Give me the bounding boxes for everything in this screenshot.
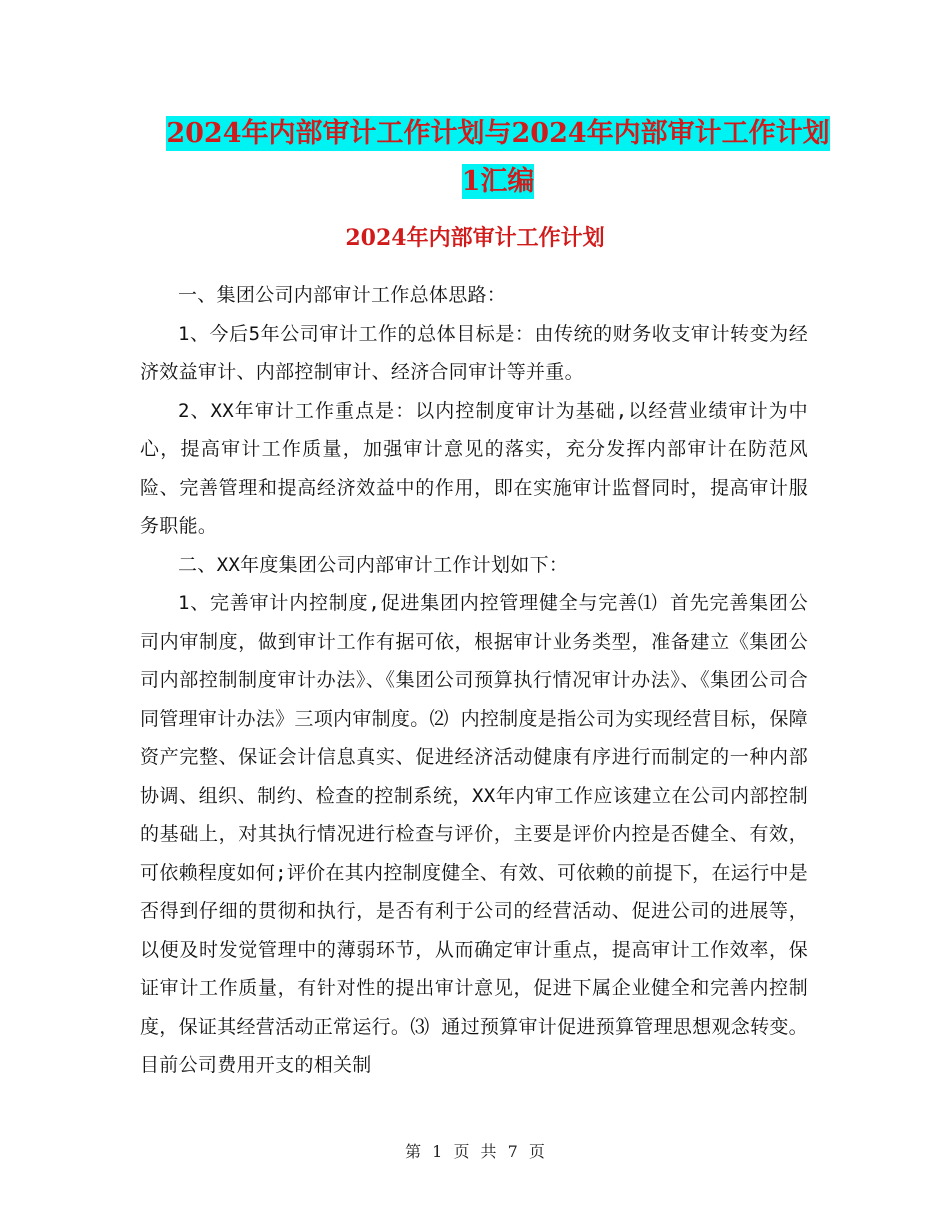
paragraph: 一、集团公司内部审计工作总体思路： xyxy=(178,284,507,306)
paragraph: 1、今后5年公司审计工作的总体目标是：由传统的财务收支审计转变为经济效益审计、内部控制审计、经济合同审计等并重。 xyxy=(140,322,808,383)
section-heading: 2024年内部审计工作计划 xyxy=(345,225,605,251)
title-line-1: 2024年内部审计工作计划与2024年内部审计工作计划 xyxy=(166,118,830,149)
title-line-2: 1汇编 xyxy=(461,166,535,197)
document-body xyxy=(140,276,808,1085)
page-number-footer: 第 1 页 共 7 页 xyxy=(405,1142,545,1161)
document-title xyxy=(140,110,856,206)
paragraph: 2、XX年审计工作重点是：以内控制度审计为基础,以经营业绩审计为中心，提高审计工作质量，加强审计意见的落实，充分发挥内部审计在防范风险、完善管理和提高经济效益中的作用，即在实施审计监督同时，提高审计服务职能。 xyxy=(140,399,808,537)
paragraph: 1、完善审计内控制度,促进集团内控管理健全与完善⑴ 首先完善集团公司内审制度，做到审计工作有据可依，根据审计业务类型，准备建立《集团公司内部控制制度审计办法》、《集团公司预算执行情况审计办法》、《集团公司合同管理审计办法》三项内审制度。⑵ 内控制度是指公司为实现经营目标，保障资产完整、保证会计信息真实、促进经济活动健康有序进行而制定的一种内部协调、组织、制约、检查的控制系统，XX年内审工作应该建立在公司内部控制的基础上，对其执行情况进行检查与评价，主要是评价内控是否健全、有效，可依赖程度如何;评价在其内控制度健全、有效、可依赖的前提下，在运行中是否得到仔细的贯彻和执行，是否有利于公司的经营活动、促进公司的进展等，以便及时发觉管理中的薄弱环节，从而确定审计重点，提高审计工作效率，保证审计工作质量，有针对性的提出审计意见，促进下属企业健全和完善内控制度，保证其经营活动正常运行。⑶ 通过预算审计促进预算管理思想观念转变。目前公司费用开支的相关制 xyxy=(140,592,808,1076)
paragraph: 二、XX年度集团公司内部审计工作计划如下： xyxy=(178,553,569,576)
